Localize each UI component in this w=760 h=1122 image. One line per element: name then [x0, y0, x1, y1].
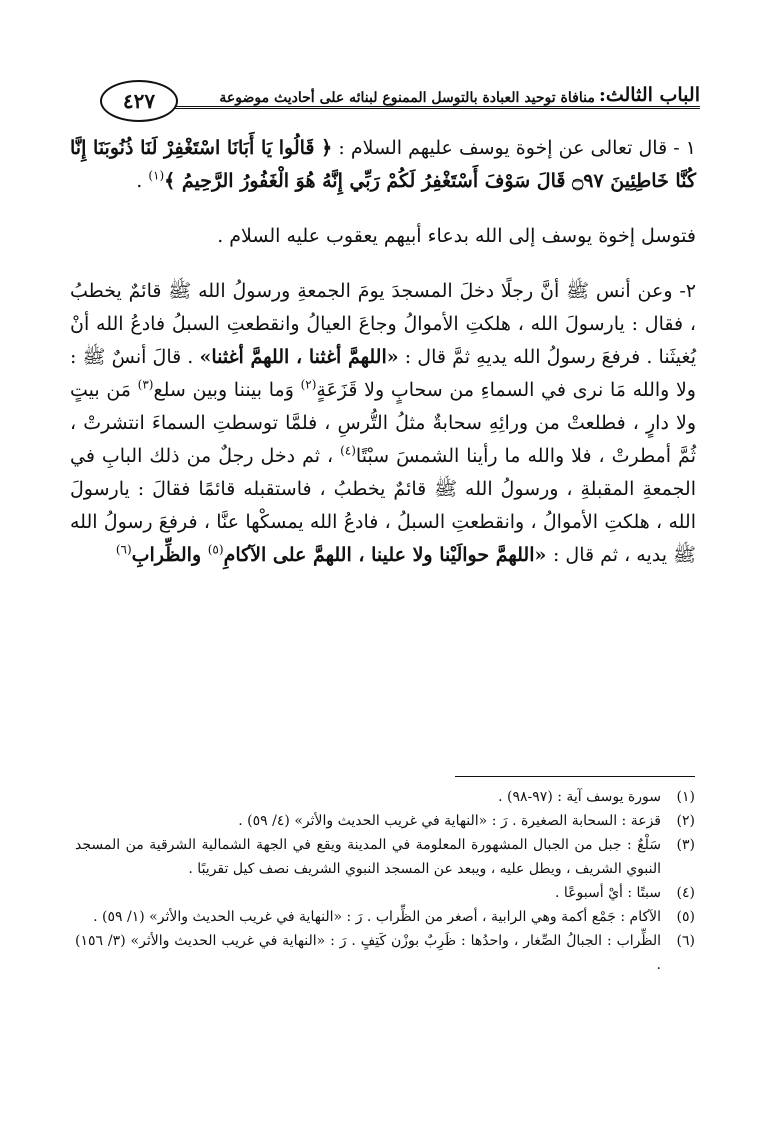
- paragraph-1-intro: ١ - قال تعالى عن إخوة يوسف عليهم السلام :: [338, 137, 696, 159]
- footnote-mark-1[interactable]: (١): [148, 168, 165, 183]
- dua-text-3: والظِّرابِ: [131, 544, 208, 566]
- footnote-number: (١): [676, 789, 695, 805]
- footnote-text: سَلْعٌ : جبل من الجبال المشهورة المعلومة في المدينة ويقع في الجهة الشمالية الشرقية من المسجد النبوي الشريف ، ويطل عليه ، ويبعد عن المسجد النبوي الشريف نصف كيل تقريبًا .: [75, 837, 661, 877]
- chapter-label: الباب الثالث:: [598, 84, 700, 106]
- quran-verse: ﴿ قَالُوا يَا أَبَانَا اسْتَغْفِرْ لَنَا ذُنُوبَنَا إِنَّا كُنَّا خَاطِئِينَ ۝٩٧ قَالَ سَوْفَ أَسْتَغْفِرُ لَكُمْ رَبِّي إِنَّهُ هُوَ الْغَفُورُ الرَّحِيمُ ﴾: [70, 137, 696, 192]
- footnotes: [75, 785, 695, 977]
- hadith-text-a: ٢- وعن أنس ﷺ أنَّ رجلًا دخلَ المسجدَ يومَ الجمعةِ ورسولُ الله ﷺ قائمٌ يخطبُ ، فقال : يارسولَ الله ، هلكتِ الأموالُ وجاعَ العيالُ وانقطعتِ السبلُ فادعُ الله أنْ يُغيثَنا . فرفعَ رسولُ الله يديهِ ثمَّ قال :: [70, 280, 696, 368]
- footnote-3: [75, 833, 695, 881]
- footnote-number: (٢): [676, 813, 695, 829]
- dua-text-2: «اللهمَّ حوالَيْنا ولا علينا ، اللهمَّ على الآكامِ: [223, 544, 553, 566]
- hadith-text-c: وَما بيننا وبين سلع: [153, 379, 301, 401]
- chapter-title: منافاة توحيد العبادة بالتوسل الممنوع لبنائه على أحاديث موضوعة: [219, 90, 595, 106]
- page-number: ٤٢٧: [100, 80, 178, 122]
- footnote-mark-6[interactable]: (٦): [115, 542, 132, 557]
- footnote-number: (٤): [676, 885, 695, 901]
- footnote-text: سورة يوسف آية : (٩٧-٩٨) .: [498, 789, 661, 805]
- hadith-text-b: . قالَ أنسٌ ﷺ : ولا والله مَا نرى في السماءِ من سحابٍ ولا قَزَعَةٍ: [70, 346, 696, 401]
- dua-text-1: «اللهمَّ أغثنا ، اللهمَّ أغثنا»: [199, 346, 399, 368]
- footnote-mark-3[interactable]: (٣): [137, 377, 154, 392]
- paragraph-1: [70, 132, 696, 198]
- footnote-number: (٣): [676, 837, 695, 853]
- footnote-text: قزعة : السحابة الصغيرة . رَ : «النهاية في غريب الحديث والأثر» (٤/ ٥٩) .: [238, 813, 661, 829]
- hadith-text-e: ، ثم دخل رجلٌ من ذلك البابِ في الجمعةِ المقبلةِ ، ورسولُ الله ﷺ قائمٌ يخطبُ ، فاستقبله قائمًا فقالَ : يارسولَ الله ، هلكتِ الأموالُ ، وانقطعتِ السبلُ ، فادعُ الله يمسكْها عنَّا ، فرفعَ رسولُ الله ﷺ يديه ، ثم قال :: [70, 445, 696, 566]
- paragraph-1-end: .: [136, 170, 149, 192]
- main-text: [70, 132, 696, 572]
- footnote-1: [75, 785, 695, 809]
- page-header: [100, 68, 700, 106]
- footnote-text: الآكام : جَمْع أكمة وهي الرابية ، أصغر من الظِّراب . رَ : «النهاية في غريب الحديث والأثر» (١/ ٥٩) .: [93, 909, 661, 925]
- hadith-text-d: مَن بيتٍ ولا دارٍ ، فطلعتْ من ورائِهِ سحابةٌ مثلُ التُّرسِ ، فلمَّا توسطتِ السماءَ انتشرتْ ، ثُمَّ أمطرتْ ، فلا والله ما رأينا الشمسَ سبْتًا: [70, 379, 696, 467]
- footnote-mark-2[interactable]: (٢): [300, 377, 317, 392]
- footnote-number: (٦): [676, 933, 695, 949]
- header-rule: [140, 106, 700, 109]
- footnote-2: [75, 809, 695, 833]
- footnote-6: [75, 929, 695, 977]
- footnote-mark-5[interactable]: (٥): [207, 542, 224, 557]
- paragraph-3: [70, 275, 696, 572]
- footnote-number: (٥): [676, 909, 695, 925]
- footnote-5: [75, 905, 695, 929]
- footnote-mark-4[interactable]: (٤): [340, 443, 356, 458]
- footnote-text: الظِّراب : الجبالُ الصِّغار ، واحدُها : ظَرِبٌ بوزْن كَتِفٍ . رَ : «النهاية في غريب الحديث والأثر» (٣/ ١٥٦) .: [75, 933, 661, 973]
- paragraph-2: فتوسل إخوة يوسف إلى الله بدعاء أبيهم يعقوب عليه السلام .: [217, 225, 696, 247]
- footnote-separator: [455, 776, 695, 777]
- footnote-text: سبتًا : أيْ أسبوعًا .: [555, 885, 661, 901]
- footnote-4: [75, 881, 695, 905]
